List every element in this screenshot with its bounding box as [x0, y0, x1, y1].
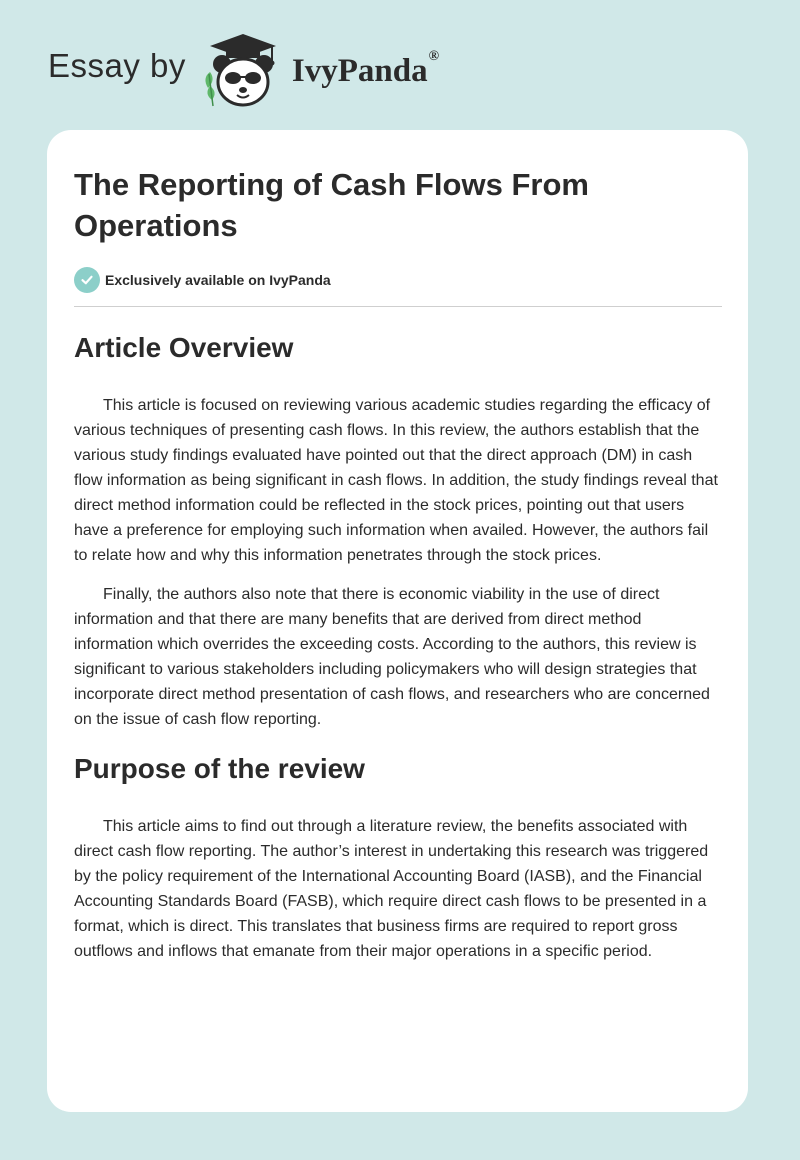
section-heading-purpose: Purpose of the review	[74, 753, 365, 784]
brand-text: IvyPanda	[291, 52, 428, 89]
article-card	[47, 130, 748, 1112]
panda-graduate-logo-icon[interactable]	[200, 30, 286, 110]
paragraph: Finally, the authors also note that there is economic viability in the use of direct information and that there are many benefits that are derived from direct method information which overrides the exceeding costs. According to the authors, this review is significant to various stakeholders including policymakers who will design strategies that incorporate direct method presentation of cash flows, and researchers who are concerned on the issue of cash flow reporting.	[74, 586, 710, 728]
title-divider	[74, 306, 722, 307]
paragraph: This article is focused on reviewing various academic studies regarding the efficacy of various techniques of presenting cash flows. In this review, the authors establish that the various study findings evaluated have pointed out that the direct approach (DM) in cash flow information as being significant in cash flows. In addition, the study findings reveal that direct method information could be reflected in the stock prices, pointing out that users have a preference for employing such information when availed. However, the authors fail to relate how and why this information penetrates through the stock prices.	[74, 397, 718, 564]
trademark-symbol: ®	[428, 48, 440, 64]
section-heading-article-overview: Article Overview	[74, 332, 294, 363]
essay-by-label: Essay by	[48, 47, 186, 84]
exclusive-badge	[74, 266, 722, 294]
brand-name[interactable]	[291, 48, 440, 90]
exclusive-badge-text: Exclusively available on IvyPanda	[105, 272, 331, 288]
site-header	[48, 30, 439, 110]
paragraph: This article aims to find out through a literature review, the benefits associated with direct cash flow reporting. The author’s interest in undertaking this research was triggered by the policy requirement of the International Accounting Board (IASB), and the Financial Accounting Standards Board (FASB), which require direct cash flows to be presented in a format, which is direct. This translates that business firms are required to report gross outflows and inflows that emanate from their major operations in a specific period.	[74, 818, 709, 960]
page-title: The Reporting of Cash Flows From Operations	[74, 167, 589, 243]
check-icon	[74, 267, 100, 293]
